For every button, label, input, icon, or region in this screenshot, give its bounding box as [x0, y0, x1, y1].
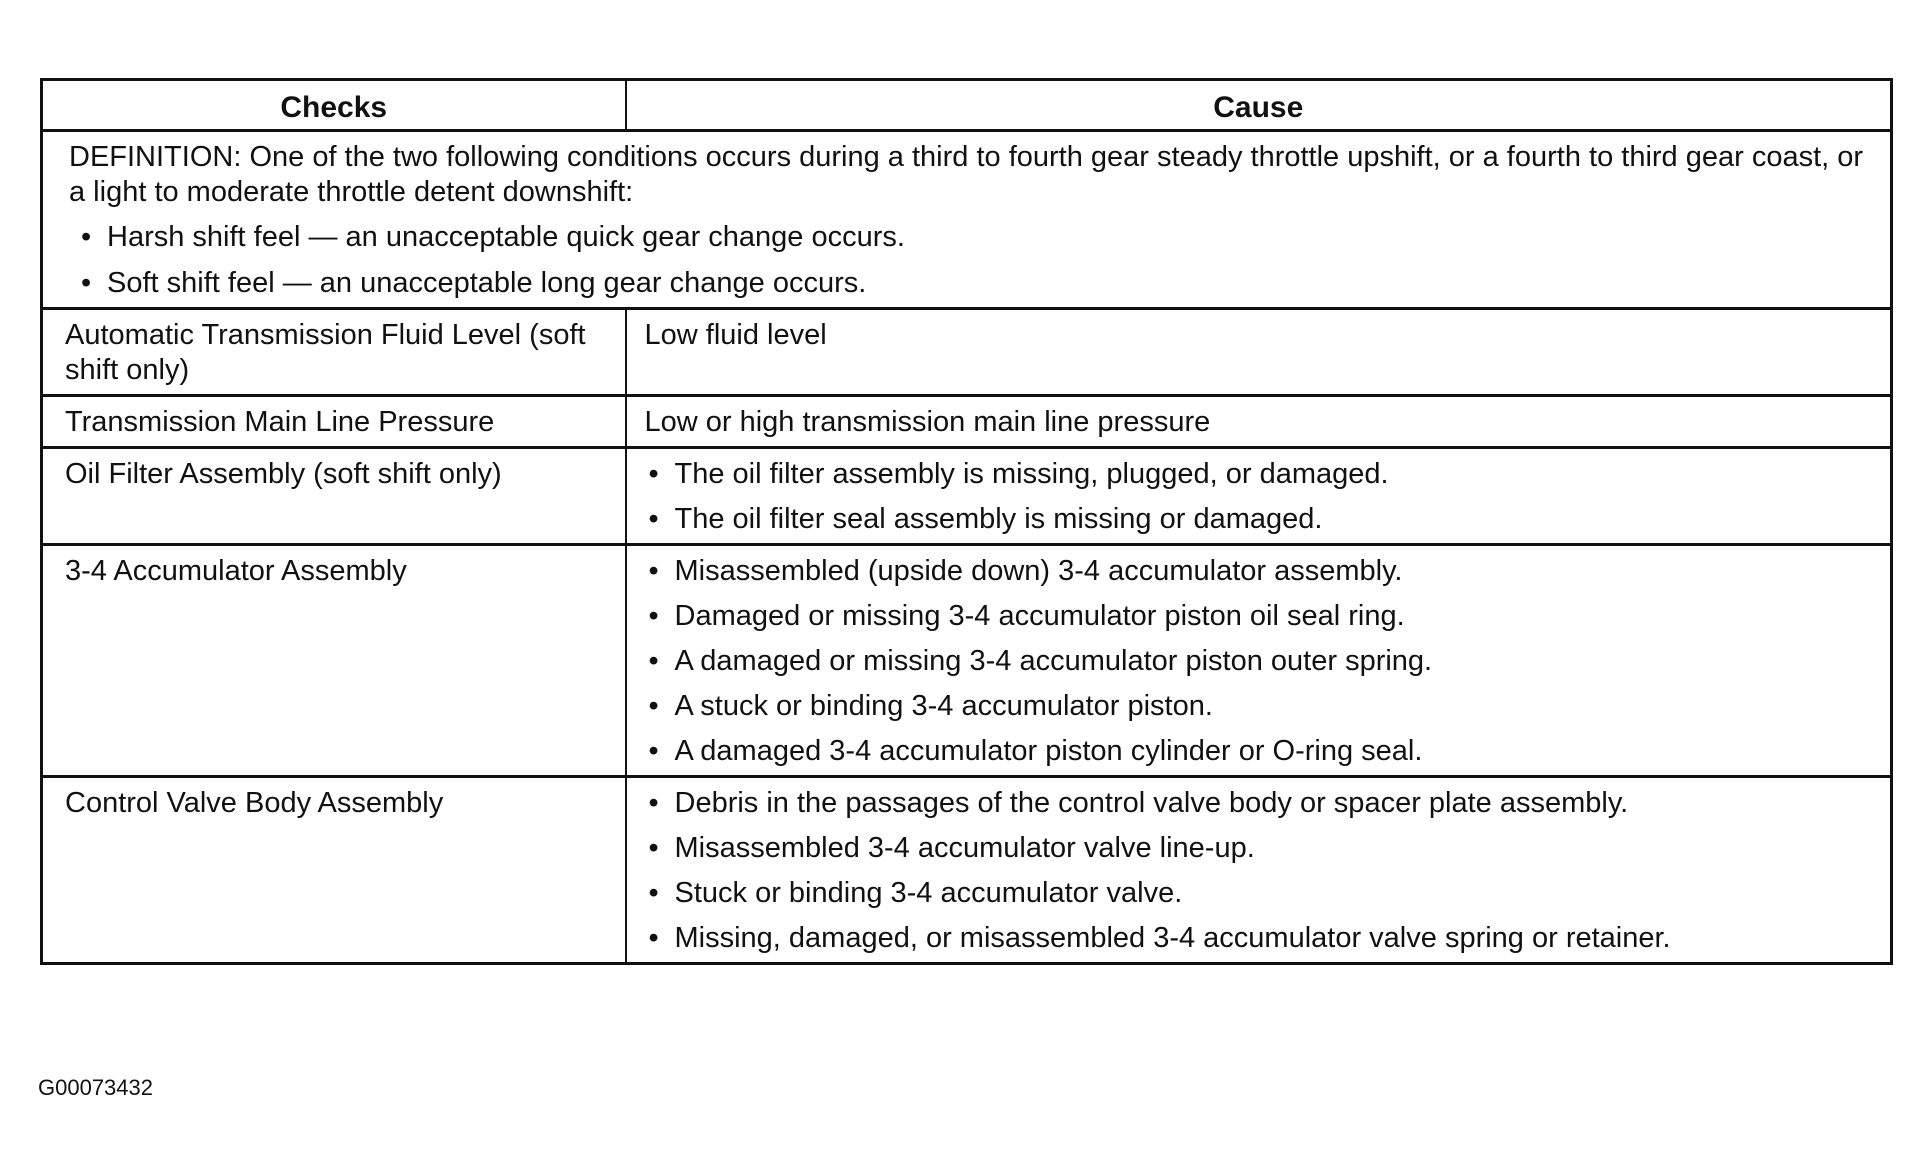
cause-bullet: • A damaged 3-4 accumulator piston cylinder or O-ring seal.	[645, 734, 1877, 769]
table-row	[42, 545, 1892, 777]
cause-cell: Low fluid level	[626, 309, 1892, 396]
cause-bullet: • Missing, damaged, or misassembled 3-4 accumulator valve spring or retainer.	[645, 921, 1877, 956]
cause-bullet: • A damaged or missing 3-4 accumulator piston outer spring.	[645, 644, 1877, 679]
table-row	[42, 448, 1892, 545]
cause-bullet: • A stuck or binding 3-4 accumulator piston.	[645, 689, 1877, 724]
check-cell: Transmission Main Line Pressure	[42, 396, 626, 448]
cause-cell	[626, 448, 1892, 545]
diagnosis-table	[40, 78, 1893, 965]
definition-text: DEFINITION: One of the two following conditions occurs during a third to fourth gear steady throttle upshift, or a fourth to third gear coast, or a light to moderate throttle detent downshift:	[69, 141, 1864, 208]
definition-bullet: • Harsh shift feel — an unacceptable quick gear change occurs.	[77, 220, 1870, 255]
definition-bullets	[69, 220, 1870, 301]
cause-bullet: • Damaged or missing 3-4 accumulator piston oil seal ring.	[645, 599, 1877, 634]
check-cell: Automatic Transmission Fluid Level (soft shift only)	[42, 309, 626, 396]
cause-bullet: • Debris in the passages of the control valve body or spacer plate assembly.	[645, 786, 1877, 821]
cause-bullets	[645, 786, 1877, 956]
cause-bullet: • The oil filter assembly is missing, plugged, or damaged.	[645, 457, 1877, 492]
header-cause: Cause	[626, 80, 1892, 131]
check-cell: Control Valve Body Assembly	[42, 777, 626, 964]
header-checks: Checks	[42, 80, 626, 131]
definition-cell	[42, 131, 1892, 309]
table-row	[42, 777, 1892, 964]
cause-bullets	[645, 554, 1877, 769]
cause-cell	[626, 545, 1892, 777]
cause-bullet: • Stuck or binding 3-4 accumulator valve.	[645, 876, 1877, 911]
table-row	[42, 309, 1892, 396]
table-row	[42, 396, 1892, 448]
cause-cell	[626, 777, 1892, 964]
cause-bullet: • The oil filter seal assembly is missing or damaged.	[645, 502, 1877, 537]
definition-row	[42, 131, 1892, 309]
cause-bullet: • Misassembled (upside down) 3-4 accumulator assembly.	[645, 554, 1877, 589]
cause-bullets	[645, 457, 1877, 537]
definition-bullet: • Soft shift feel — an unacceptable long gear change occurs.	[77, 266, 1870, 301]
check-cell: Oil Filter Assembly (soft shift only)	[42, 448, 626, 545]
cause-cell: Low or high transmission main line pressure	[626, 396, 1892, 448]
header-row	[42, 80, 1892, 131]
cause-bullet: • Misassembled 3-4 accumulator valve line-up.	[645, 831, 1877, 866]
figure-id: G00073432	[38, 1075, 153, 1100]
check-cell: 3-4 Accumulator Assembly	[42, 545, 626, 777]
